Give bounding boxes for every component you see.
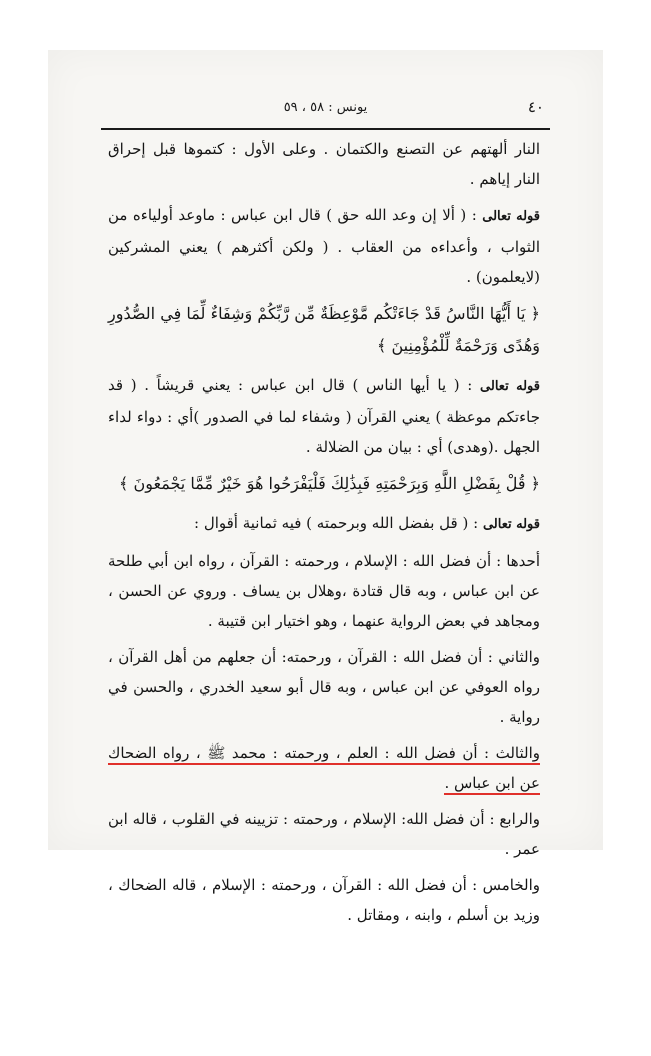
paragraph: والرابع : أن فضل الله: الإسلام ، ورحمته : تزيينه في القلوب ، قاله ابن عمر . [108, 810, 540, 858]
page-header [101, 94, 550, 122]
highlighted-paragraph [108, 738, 540, 798]
paragraph-label: قوله تعالى [482, 209, 540, 224]
paragraph: قوله تعالى : ( قل بفضل الله وبرحمته ) فيه ثمانية أقوال : [194, 514, 540, 532]
paragraph: قوله تعالى : ( ألا إن وعد الله حق ) قال ابن عباس : ماوعد أولياءه من الثواب ، وأعداءه من العقاب . ( ولكن أكثرهم ) يعني المشركين (لايعلمون) . [108, 206, 540, 286]
quran-verse: ﴿ قُلْ بِفَضْلِ اللَّهِ وَبِرَحْمَتِهِ فَبِذَٰلِكَ فَلْيَفْرَحُوا هُوَ خَيْرٌ مِّمَّا يَجْمَعُونَ ﴾ [119, 474, 540, 493]
paragraph: والخامس : أن فضل الله : القرآن ، ورحمته : الإسلام ، قاله الضحاك ، وزيد بن أسلم ، وابنه ، ومقاتل . [108, 876, 540, 924]
paragraph: قوله تعالى : ( يا أيها الناس ) قال ابن عباس : يعني قريشاً . ( قد جاءتكم موعظة ) يعني القرآن ( وشفاء لما في الصدور )أي : دواء لداء الجهل .(وهدى) أي : بيان من الضلالة . [108, 376, 540, 456]
page-body [108, 134, 540, 936]
paragraph-label: قوله تعالى [480, 379, 540, 394]
paragraph: أحدها : أن فضل الله : الإسلام ، ورحمته : القرآن ، رواه ابن أبي طلحة عن ابن عباس ، وبه قال قتادة ،وهلال بن يساف . وروي عن الحسن ، ومجاهد في بعض الرواية عنهما ، وهو اختيار ابن قتيبة . [108, 552, 540, 630]
paragraph: النار ألهتهم عن التصنع والكتمان . وعلى الأول : كتموها قبل إحراق النار إياهم . [108, 140, 540, 188]
header-rule [101, 128, 550, 130]
paragraph-label: قوله تعالى [482, 517, 540, 532]
paragraph: والثاني : أن فضل الله : القرآن ، ورحمته: أن جعلهم من أهل القرآن ، رواه العوفي عن ابن عباس ، وبه قال أبو سعيد الخدري ، والحسن في رواية . [108, 648, 540, 726]
page-number: ٤٠ [527, 98, 544, 116]
document-page [48, 50, 603, 924]
red-underlined-text: والثالث : أن فضل الله : العلم ، ورحمته : محمد ﷺ ، رواه الضحاك عن ابن عباس . [108, 744, 540, 795]
running-head: يونس : ٥٨ ، ٥٩ [283, 100, 368, 115]
quran-verse: ﴿ يَا أَيُّهَا النَّاسُ قَدْ جَاءَتْكُم مَّوْعِظَةٌ مِّن رَّبِّكُمْ وَشِفَاءٌ لِّمَا فِي الصُّدُورِ وَهُدًى وَرَحْمَةٌ لِّلْمُؤْمِنِينَ ﴾ [108, 304, 540, 355]
